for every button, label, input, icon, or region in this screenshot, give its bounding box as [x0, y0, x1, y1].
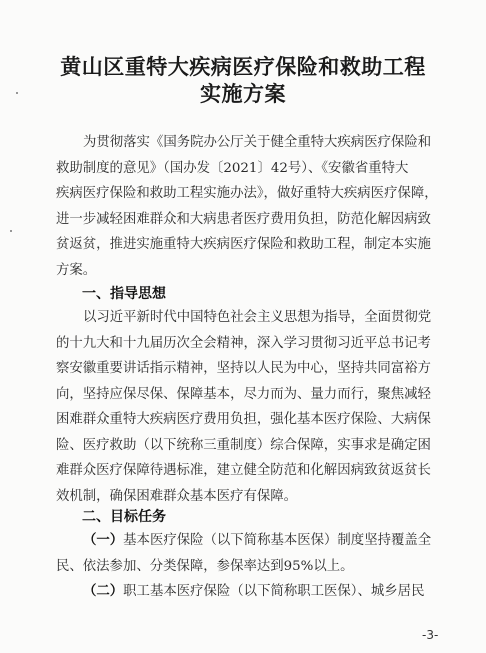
- item2-label: （二）: [83, 584, 124, 599]
- section1-line: 困难群众重特大疾病医疗费用负担，强化基本医疗保险、大病保: [56, 412, 431, 427]
- section2-paragraph: [56, 528, 454, 605]
- intro-line: 疾病医疗保险和救助工程实施办法》，做好重特大疾病医疗保障，: [56, 186, 438, 201]
- section1-line: 险、医疗救助（以下统称三重制度）综合保障，实事求是确定困: [56, 437, 431, 453]
- item1-label: （一）: [83, 533, 124, 548]
- item2-first-line: [56, 579, 454, 605]
- section-heading-goals-tasks: 二、目标任务: [82, 509, 166, 525]
- section1-line: 察安徽重要讲话指示精神，坚持以人民为中心，坚持共同富裕方: [56, 361, 431, 376]
- scan-speck: [16, 92, 18, 94]
- page-number: -3-: [422, 628, 439, 642]
- intro-line: 方案。: [56, 262, 97, 278]
- item2-text: 职工基本医疗保险（以下简称职工医保）、城乡居民: [123, 584, 425, 599]
- intro-line: 救助制度的意见》（国办发〔2021〕42号）、《安徽省重特大: [56, 160, 409, 176]
- item1-first-line: [56, 528, 454, 554]
- scan-speck: [10, 230, 12, 232]
- intro-paragraph: [56, 130, 454, 283]
- section1-line: 向，坚持应保尽保、保障基本，尽力而为、量力而行，聚焦减轻: [56, 386, 431, 402]
- section1-line: 以习近平新时代中国特色社会主义思想为指导，全面贯彻党: [83, 310, 432, 325]
- section1-paragraph: [56, 305, 454, 509]
- item1-second-line: 民、依法参加、分类保障，参保率达到95%以上。: [56, 558, 354, 574]
- document-title-line-2: 实施方案: [200, 81, 286, 106]
- section1-line: 效机制，确保困难群众基本医疗有保障。: [56, 488, 298, 504]
- intro-line: 进一步减轻困难群众和大病患者医疗费用负担，防范化解因病致: [56, 211, 431, 227]
- item1-text: 基本医疗保险（以下简称基本医保）制度坚持覆盖全: [123, 533, 432, 548]
- section1-line: 难群众医疗保障待遇标准，建立健全防范和化解因病致贫返贫长: [56, 463, 431, 478]
- intro-line: 为贯彻落实《国务院办公厅关于健全重特大疾病医疗保险和: [83, 135, 432, 150]
- document-title-line-1: 黄山区重特大疾病医疗保险和救助工程: [60, 54, 426, 79]
- section-heading-guiding-ideology: 一、指导思想: [82, 286, 166, 302]
- intro-line: 贫返贫，推进实施重特大疾病医疗保险和救助工程，制定本实施: [56, 237, 431, 252]
- section1-line: 的十九大和十九届历次全会精神，深入学习贯彻习近平总书记考: [56, 335, 431, 351]
